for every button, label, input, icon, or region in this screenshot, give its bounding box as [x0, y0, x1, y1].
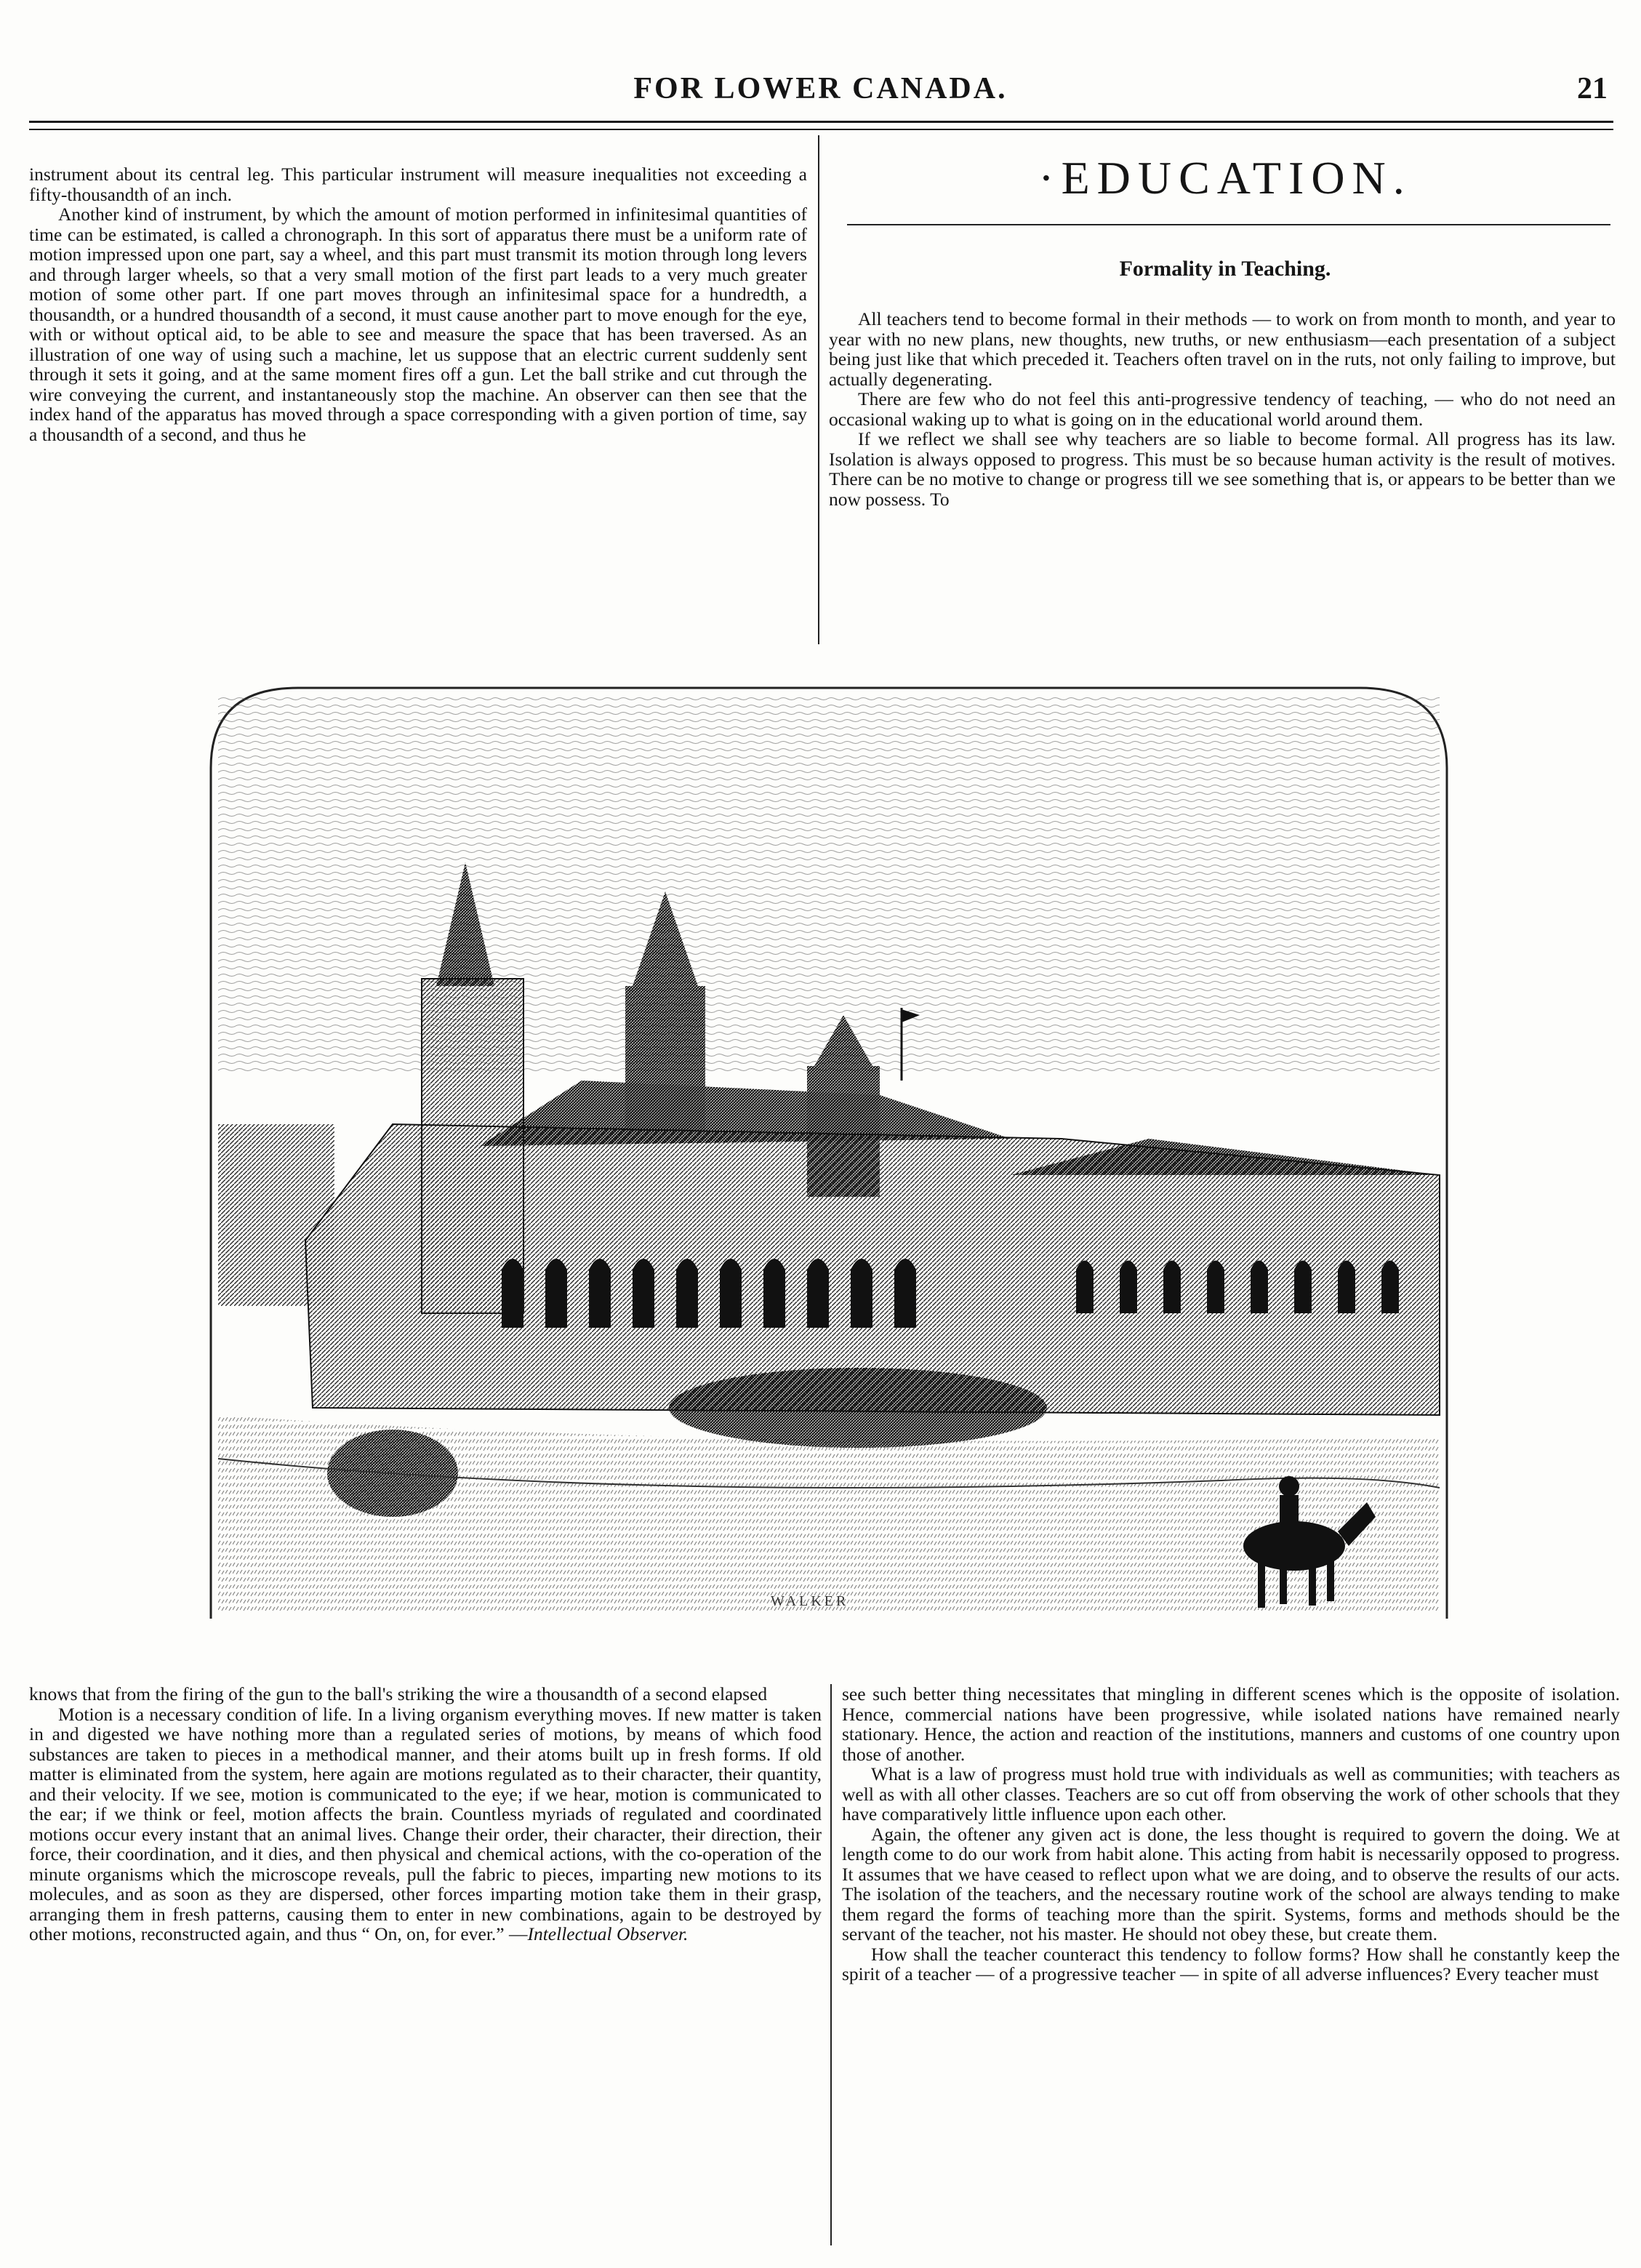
section-title-rule: [847, 224, 1610, 225]
paragraph-text: Motion is a necessary condition of life. In a living organism everything moves. If new matter is taken in and digested we have nothing more than a regulated series of motions, by means of which food substances are taken to pieces in a methodical manner, and their atoms built up in fresh forms. If old matter is eliminated from the system, here again are motions regulated as to their character, their quantity, and their velocity. If we see, motion is communicated to the eye; if we hear, motion is communicated to the ear; if we think or feel, motion affects the brain. Countless myriads of regulated and coordinated motions occur every instant that an animal lives. Change their order, their character, their direction, their force, their coordination, and it dies, and then physical and chemical actions, with the co-operation of the minute organisms which the microscope reveals, pull the fabric to pieces, imparting new motions to its molecules, and as soon as they are dispersed, other forces imparting motion take them in their grasp, arranging them in fresh patterns, causing them to enter in new combinations, again to be destroyed by other motions, reconstructed again, and thus “ On, on, for ever.” —: [29, 1703, 822, 1944]
article-heading: Formality in Teaching.: [1119, 257, 1331, 281]
column-bottom-right: [842, 1684, 1620, 2222]
paragraph: There are few who do not feel this anti-progressive tendency of teaching, — who do not need an occasional waking up to what is going on in the educational world around them.: [829, 388, 1616, 430]
paragraph: How shall the teacher counteract this tendency to follow forms? How shall he constantly keep the spirit of a teacher — of a progressive teacher — in spite of all adverse influences? Every teacher must: [842, 1943, 1620, 1984]
header-double-rule: [29, 121, 1613, 130]
paragraph: If we reflect we shall see why teachers are so liable to become formal. All progress has its law. Isolation is always opposed to progress. This must be so because human activity is the result of motives. There can be no motive to change or progress till we see something that is, or appears to be better than we now possess. To: [829, 428, 1616, 510]
paragraph: Another kind of instrument, by which the amount of motion performed in infinitesimal quantities of time can be estimated, is called a chronograph. In this sort of apparatus there must be a uniform rate of motion impressed upon one part, say a wheel, and this part must transmit its motion through long levers and through larger wheels, so that a very small motion of the first part leads to a very much greater motion of some other part. If one part moves through an infinitesimal space for a hundredth, a thousandth, or a hundred thousandth of a second, it must cause another part to move enough for the eye, with or without optical aid, to be able to see and measure the space that has been traversed. As an illustration of one way of using such a machine, let us suppose that an electric current suddenly sent through it sets it going, and at the same moment fires off a gun. Let the ball strike and cut through the wire conveying the current, and instantaneously stop the machine. An observer can then see that the index hand of the apparatus has moved through a space corresponding with a given portion of time, say a thousandth of a second, and thus he: [29, 204, 807, 445]
paragraph: [29, 1704, 822, 1944]
column-top-right: [829, 309, 1616, 651]
paragraph: Again, the oftener any given act is done, the less thought is required to govern the doing. We at length come to do our work from habit alone. This acting from habit is necessarily opposed to progress. It assumes that we have ceased to reflect upon what we are doing, and to observe the results of our acts. The isolation of the teachers, and the necessary routine work of the school are always tending to make them regard the forms of teaching more than the spirit. Systems, forms and methods should be the servant of the teacher, not his master. He should not obey these, but create them.: [842, 1823, 1620, 1944]
section-title: ·EDUCATION.: [1038, 152, 1412, 204]
paragraph: All teachers tend to become formal in their methods — to work on from month to month, and year to year with no new plans, new thoughts, new truths, or new enthusiasm—each presentation of a subject being just like that which preceded it. Teachers often travel on in the ruts, not only failing to improve, but actually degenerating.: [829, 309, 1616, 390]
paragraph: knows that from the firing of the gun to the ball's striking the wire a thousandth of a second elapsed: [29, 1684, 768, 1704]
column-divider-bottom: [830, 1684, 832, 2245]
page-header: [26, 67, 1615, 111]
paragraph: What is a law of progress must hold true with individuals as well as communities; with teachers as well as with all other classes. Teachers are so cut off from observing the work of other schools that they have comparatively little influence upon each other.: [842, 1763, 1620, 1824]
page-number: 21: [1577, 72, 1608, 105]
paragraph: instrument about its central leg. This particular instrument will measure inequalities not exceeding a fifty-thousandth of an inch.: [29, 164, 807, 205]
engraver-signature: WALKER: [771, 1593, 849, 1609]
parliament-building-engraving: [204, 673, 1454, 1626]
running-title: FOR LOWER CANADA.: [633, 72, 1008, 105]
source-attribution: Intellectual Observer.: [527, 1923, 689, 1944]
column-top-left: [29, 164, 807, 652]
column-divider-top: [818, 135, 819, 644]
paragraph: see such better thing necessitates that mingling in different scenes which is the opposite of isolation. Hence, commercial nations have been progressive, while isolated nations have remained nearly stationary. Hence, the action and reaction of the institutions, manners and customs of one country upon those of another.: [842, 1684, 1620, 1765]
column-bottom-left: [29, 1684, 822, 2222]
engraving-image: [204, 673, 1454, 1626]
